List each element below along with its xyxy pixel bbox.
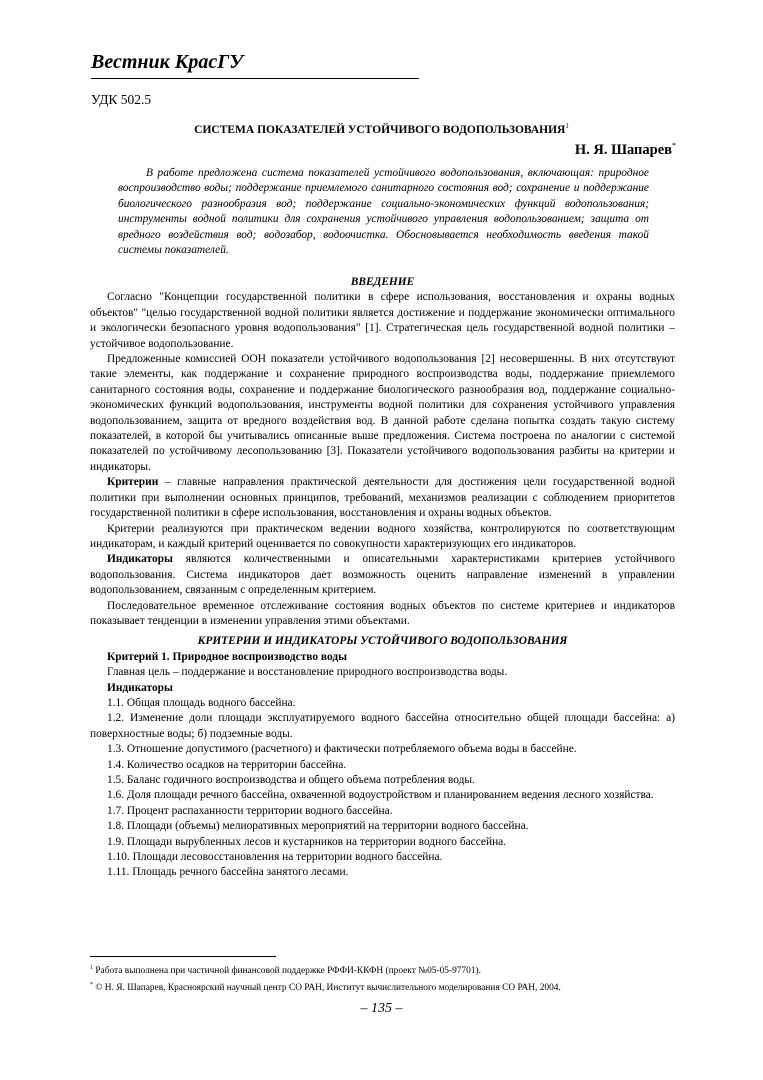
indicators-term: Индикаторы bbox=[107, 553, 173, 566]
indicators-label: Индикаторы bbox=[107, 681, 173, 694]
title-footnote-mark: 1 bbox=[565, 122, 569, 130]
author-name-text: Н. Я. Шапарев bbox=[574, 141, 672, 158]
udk-code: УДК 502.5 bbox=[91, 92, 152, 107]
footnote-1 bbox=[90, 962, 690, 979]
article-title bbox=[0, 122, 763, 136]
header-rule bbox=[91, 78, 419, 79]
indicator-item: 1.8. Площади (объемы) мелиоративных мероприятий на территории водного бассейна. bbox=[107, 820, 529, 833]
footnote-1-text: Работа выполнена при частичной финансовой поддержке РФФИ-ККФН (проект №05-05-97701). bbox=[93, 966, 481, 977]
intro-paragraph-1: Согласно "Концепции государственной политики в сфере использования, восстановления и охраны водных объектов" "целью государственной водной политики является достижение и поддержание экономически оптимального и экологически безопасного уровня водопользования" [1]. Стратегическая цель государственной водной политики – устойчивое водопользование. bbox=[90, 291, 675, 350]
indicator-item: 1.1. Общая площадь водного бассейна. bbox=[107, 696, 296, 709]
footnote-2 bbox=[90, 979, 690, 996]
intro-paragraph-4: Критерии реализуются при практическом ведении водного хозяйства, контролируются по соответствующим индикаторам, и каждый критерий оценивается по совокупности характеризующих его индикаторов. bbox=[90, 522, 675, 550]
article-title-text: СИСТЕМА ПОКАЗАТЕЛЕЙ УСТОЙЧИВОГО ВОДОПОЛЬЗОВАНИЯ bbox=[194, 123, 566, 136]
criteria-term: Критерии bbox=[107, 476, 159, 489]
intro-paragraph-2: Предложенные комиссией ООН показатели устойчивого водопользования [2] несовершенны. В них отсутствуют такие элементы, как поддержание и сохранение природного воспроизводства воды, поддержание приемлемого санитарного состояния воды, сохранение и поддержание биологического разнообразия вод, поддержание социально-экономических функций водопользования, инструменты водной политики для сохранения устойчивого управления водопользованием, защита от вредного воздействия вод. В данной работе сделана попытка создать такую систему показателей, в которой бы учитывались описанные выше предложения. Система построена по аналогии с системой показателей по устойчивому лесопользованию [3]. Показатели устойчивого водопользования разбиты на критерии и индикаторы. bbox=[90, 353, 675, 473]
intro-paragraph-6: Последовательное временное отслеживание состояния водных объектов по системе критериев и индикаторов показывает тенденции в изменении управления этими объектами. bbox=[90, 599, 675, 627]
footnote-2-mark: * bbox=[90, 981, 93, 988]
footnote-2-text: © Н. Я. Шапарев, Красноярский научный центр СО РАН, Институт вычислительного моделирования СО РАН, 2004. bbox=[93, 982, 561, 993]
indicator-item: 1.9. Площади вырубленных лесов и кустарников на территории водного бассейна. bbox=[107, 835, 507, 848]
journal-title: Вестник КрасГУ bbox=[91, 51, 244, 73]
page-number: – 135 – bbox=[360, 1001, 403, 1016]
intro-paragraph-3 bbox=[90, 475, 675, 521]
indicator-item: 1.5. Баланс годичного воспроизводства и общего объема потребления воды. bbox=[107, 774, 475, 786]
author-footnote-mark: * bbox=[672, 141, 676, 150]
intro-paragraph-5 bbox=[90, 552, 675, 598]
indicator-item: 1.7. Процент распаханности территории водного бассейна. bbox=[107, 804, 393, 817]
indicator-item: 1.10. Площади лесовосстановления на территории водного бассейна. bbox=[107, 851, 443, 864]
criterion-1-title: Критерий 1. Природное воспроизводство воды bbox=[107, 650, 348, 663]
criterion-1-goal: Главная цель – поддержание и восстановление природного воспроизводства воды. bbox=[107, 666, 508, 679]
indicator-item: 1.4. Количество осадков на территории бассейна. bbox=[107, 758, 347, 771]
criteria-definition: – главные направления практической деятельности для достижения цели государственной водной политики при выполнении основных принципов, требований, механизмов реализации с соблюдением приоритетов государственной политики в сфере использования, восстановления и охраны водных объектов. bbox=[90, 476, 675, 520]
author-name bbox=[575, 141, 676, 159]
footnotes bbox=[90, 962, 690, 995]
criteria-heading: КРИТЕРИИ И ИНДИКАТОРЫ УСТОЙЧИВОГО ВОДОПОЛЬЗОВАНИЯ bbox=[197, 635, 568, 648]
indicator-item: 1.3. Отношение допустимого (расчетного) и фактически потребляемого объема воды в бассейне. bbox=[107, 743, 577, 756]
footnote-1-mark: 1 bbox=[90, 965, 93, 971]
indicator-item: 1.6. Доля площади речного бассейна, охваченной водоустройством и планированием ведения лесного хозяйства. bbox=[107, 789, 654, 802]
indicators-definition: являются количественными и описательными характеристиками критериев устойчивого водопользования. Система индикаторов дает возможность оценить направление изменений в управлении водопользованием, связанным с определенным критерием. bbox=[90, 553, 675, 597]
indicator-item: 1.2. Изменение доли площади эксплуатируемого водного бассейна относительно общей площади бассейна: а) поверхностные воды; б) подземные воды. bbox=[90, 712, 675, 740]
indicator-item: 1.11. Площадь речного бассейна занятого лесами. bbox=[107, 866, 349, 879]
article-body bbox=[90, 275, 675, 881]
intro-heading: ВВЕДЕНИЕ bbox=[350, 276, 415, 288]
abstract: В работе предложена система показателей устойчивого водопользования, включающая: природное воспроизводство воды; поддержание приемлемого санитарного состояния вод; сохранение и поддержание биологического разнообразия вод; поддержание социально-экономических функций водопользования; инструменты водной политики для сохранения устойчивого управления водопользованием; защита от вредного воздействия вод; водозабор, водоочистка. Обосновывается необходимость введения такой системы показателей. bbox=[118, 167, 649, 257]
footnote-rule bbox=[90, 956, 276, 957]
